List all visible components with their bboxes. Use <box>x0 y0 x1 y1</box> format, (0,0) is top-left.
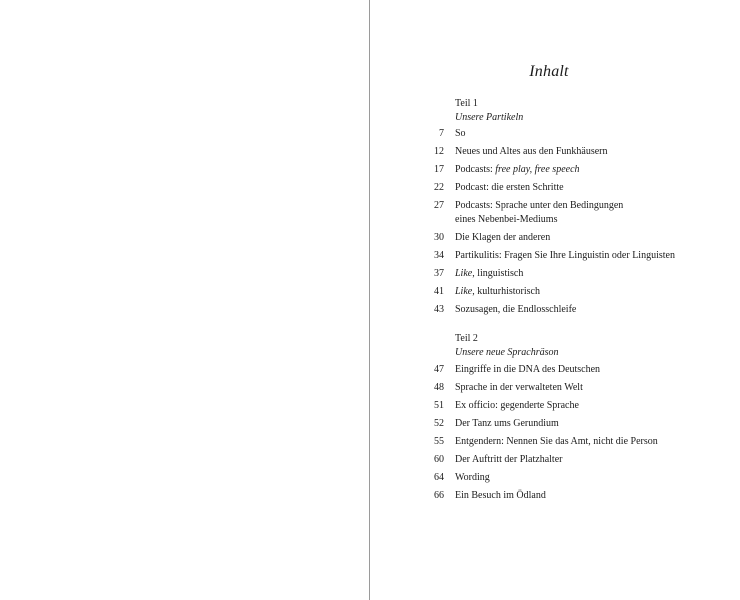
entry-title: Neues und Altes aus den Funkhäusern <box>455 146 608 157</box>
part-1-heading <box>455 97 523 125</box>
page-number: 47 <box>434 364 444 375</box>
part-2-entries <box>420 363 738 507</box>
entry-title: Entgendern: Nennen Sie das Amt, nicht die Person <box>455 436 658 447</box>
page-number: 7 <box>439 128 444 139</box>
toc-entry[interactable] <box>420 181 738 199</box>
left-page-blank <box>0 0 369 600</box>
page-number: 55 <box>434 436 444 447</box>
entry-title: Der Tanz ums Gerundium <box>455 418 559 429</box>
toc-entry[interactable] <box>420 363 738 381</box>
entry-title: Die Klagen der anderen <box>455 232 551 243</box>
toc-entry[interactable] <box>420 145 738 163</box>
entry-title: Wording <box>455 472 490 483</box>
page-number: 37 <box>434 268 444 279</box>
entry-title: Partikulitis: Fragen Sie Ihre Linguistin oder Linguisten <box>455 250 675 261</box>
toc-entry[interactable] <box>420 471 738 489</box>
entry-title: So <box>455 128 466 139</box>
toc-entry[interactable] <box>420 285 738 303</box>
toc-entry[interactable] <box>420 453 738 471</box>
part-2-heading <box>455 332 559 360</box>
part-2-subtitle: Unsere neue Sprachräson <box>455 347 559 358</box>
page-number: 66 <box>434 490 444 501</box>
page-number: 48 <box>434 382 444 393</box>
entry-title: Eingriffe in die DNA des Deutschen <box>455 364 601 375</box>
entry-title-italic: Like <box>455 268 473 279</box>
entry-title-line-1: Podcasts: Sprache unter den Bedingungen <box>455 200 624 211</box>
page-number: 52 <box>434 418 444 429</box>
page-number: 34 <box>434 250 444 261</box>
page-number: 30 <box>434 232 444 243</box>
entry-title-suffix: , linguistisch <box>472 268 524 279</box>
toc-entry[interactable] <box>420 435 738 453</box>
entry-title <box>455 285 738 299</box>
entry-title-italic: free play, free speech <box>495 164 580 175</box>
entry-title: Sprache in der verwalteten Welt <box>455 382 583 393</box>
toc-entry[interactable] <box>420 249 738 267</box>
entry-title-suffix: , kulturhistorisch <box>472 286 540 297</box>
toc-entry[interactable] <box>420 127 738 145</box>
toc-entry[interactable] <box>420 399 738 417</box>
entry-title-prefix: Podcasts: <box>455 164 496 175</box>
right-page-contents <box>370 0 740 600</box>
toc-entry[interactable] <box>420 231 738 249</box>
entry-title-line-2: eines Nebenbei-Mediums <box>455 214 558 225</box>
entry-title-italic: Like <box>455 286 473 297</box>
toc-entry[interactable] <box>420 303 738 321</box>
entry-title: Sozusagen, die Endlosschleife <box>455 304 577 315</box>
entry-title <box>455 199 738 227</box>
entry-title: Ein Besuch im Ödland <box>455 490 546 501</box>
page-number: 51 <box>434 400 444 411</box>
page-number: 12 <box>434 146 444 157</box>
toc-entry[interactable] <box>420 267 738 285</box>
toc-entry[interactable] <box>420 489 738 507</box>
page-number: 64 <box>434 472 444 483</box>
page-number: 43 <box>434 304 444 315</box>
entry-title <box>455 163 738 177</box>
toc-title: Inhalt <box>529 63 569 80</box>
entry-title: Podcast: die ersten Schritte <box>455 182 564 193</box>
part-1-label: Teil 1 <box>455 98 478 109</box>
toc-entry[interactable] <box>420 381 738 399</box>
part-2-label: Teil 2 <box>455 333 478 344</box>
part-1-entries <box>420 127 738 321</box>
page-number: 41 <box>434 286 444 297</box>
toc-entry[interactable] <box>420 417 738 435</box>
toc-entry[interactable] <box>420 163 738 181</box>
entry-title <box>455 267 738 281</box>
page-number: 27 <box>434 200 444 211</box>
part-1-subtitle: Unsere Partikeln <box>455 112 524 123</box>
page-number: 60 <box>434 454 444 465</box>
page-number: 22 <box>434 182 444 193</box>
toc-entry[interactable] <box>420 199 738 231</box>
entry-title: Ex officio: gegenderte Sprache <box>455 400 579 411</box>
entry-title: Der Auftritt der Platzhalter <box>455 454 563 465</box>
page-number: 17 <box>434 164 444 175</box>
